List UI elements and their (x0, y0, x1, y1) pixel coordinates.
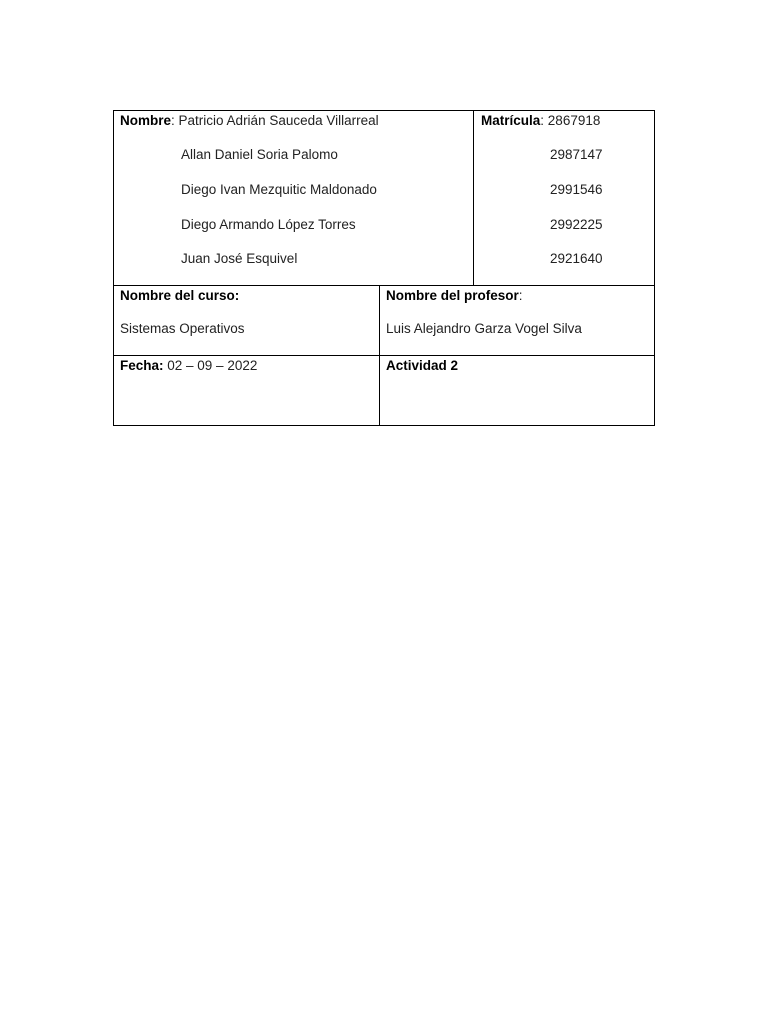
professor-label-line (386, 289, 523, 303)
course-label-line (120, 289, 239, 303)
id-label: Matrícula (481, 113, 541, 128)
date-cell (114, 356, 380, 426)
student-name-1: Patricio Adrián Sauceda Villarreal (178, 113, 379, 128)
date-value: 02 – 09 – 2022 (163, 358, 258, 373)
date-label: Fecha: (120, 358, 164, 373)
name-label: Nombre (120, 113, 172, 128)
cover-info-table (113, 110, 655, 426)
id-separator: : (540, 113, 548, 128)
course-row (114, 286, 654, 356)
professor-cell (380, 286, 654, 355)
date-line (120, 359, 257, 373)
professor-value: Luis Alejandro Garza Vogel Silva (386, 321, 582, 336)
student-id-1: 2867918 (547, 113, 601, 128)
student-id-5: 2921640 (550, 251, 603, 266)
student-name-5: Juan José Esquivel (181, 251, 298, 266)
student-ids-cell (474, 111, 654, 285)
student-name-3: Diego Ivan Mezquitic Maldonado (181, 182, 377, 197)
student-names-cell (114, 111, 474, 285)
professor-label: Nombre del profesor (386, 288, 519, 303)
course-label: Nombre del curso: (120, 288, 240, 303)
professor-separator: : (518, 288, 523, 303)
student-id-2: 2987147 (550, 147, 603, 162)
activity-cell (380, 356, 654, 426)
student-id-1-line (481, 114, 600, 128)
student-name-2: Allan Daniel Soria Palomo (181, 147, 338, 162)
date-row (114, 356, 654, 426)
student-id-4: 2992225 (550, 217, 603, 232)
student-name-4: Diego Armando López Torres (181, 217, 356, 232)
course-value: Sistemas Operativos (120, 321, 245, 336)
name-separator: : (171, 113, 179, 128)
students-row (114, 111, 654, 286)
activity-line (386, 359, 458, 373)
activity-label: Actividad 2 (386, 358, 459, 373)
student-name-1-line (120, 114, 379, 128)
student-id-3: 2991546 (550, 182, 603, 197)
course-cell (114, 286, 380, 355)
